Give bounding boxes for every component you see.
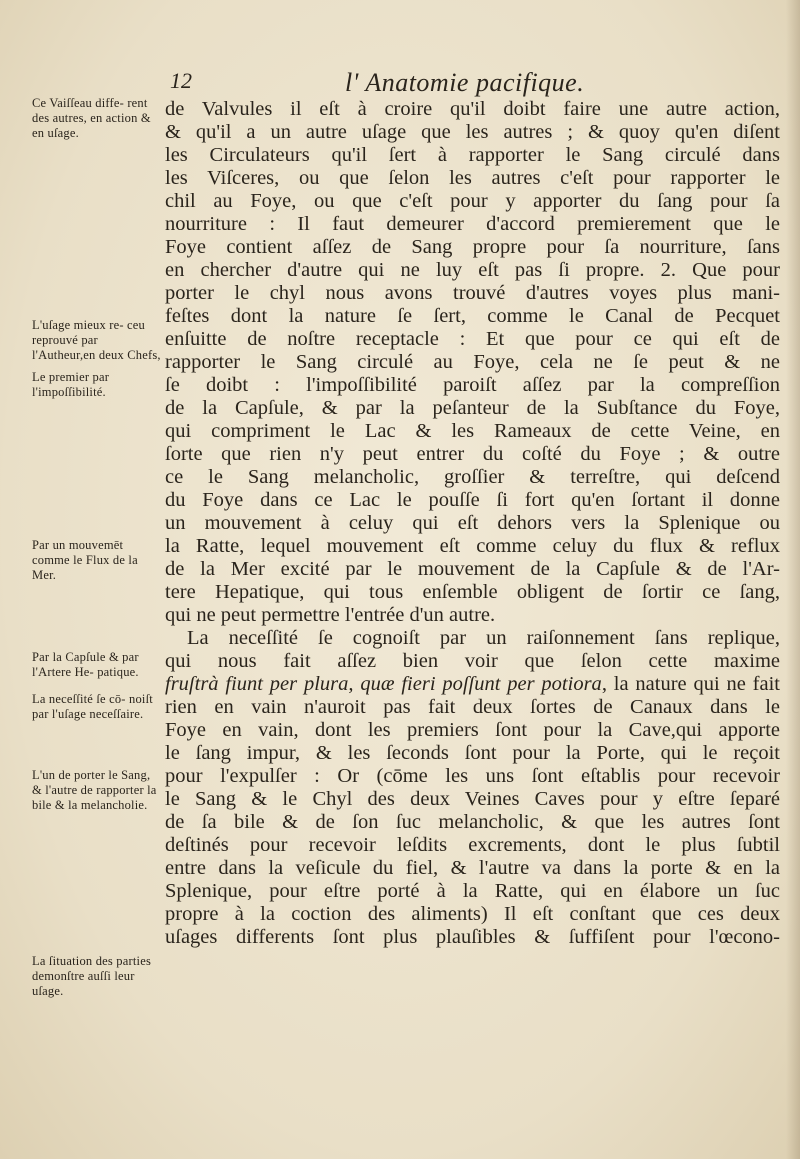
text-line: porter le chyl nous avons trouvé d'autres voyes plus mani- <box>165 282 780 304</box>
margin-note: La ſituation des parties demonſtre auſſi leur uſage. <box>32 954 152 998</box>
text-fragment: , la nature qui ne fait <box>601 673 780 695</box>
text-line: les Viſceres, ou que ſelon les autres c'eſt pour rapporter le <box>165 167 780 189</box>
text-line: de la Capſule, & par la peſanteur de la Subſtance du Foye, <box>165 397 780 419</box>
text-line: uſages differents ſont plus plauſibles & ſuffiſent pour l'œcono- <box>165 926 780 948</box>
text-line: propre à la coction des aliments) Il eſt conſtant que ces deux <box>165 903 780 925</box>
text-line: ſe doibt : l'impoſſibilité paroiſt aſſez par la compreſſion <box>165 374 780 396</box>
text-line: chil au Foye, ou que c'eſt pour y apporter du ſang pour ſa <box>165 190 780 212</box>
page-number: 12 <box>170 68 192 93</box>
text-line: & qu'il a un autre uſage que les autres ; & quoy qu'en diſent <box>165 121 780 143</box>
text-line: le Sang & le Chyl des deux Veines Caves pour y eſtre ſeparé <box>165 788 780 810</box>
text-line: entre dans la veſicule du fiel, & l'autre va dans la porte & en la <box>165 857 780 879</box>
text-line: qui ne peut permettre l'entrée d'un autre. <box>165 604 496 626</box>
text-line: Splenique, pour eſtre porté à la Ratte, qui en élabore un ſuc <box>165 880 780 902</box>
text-line: rapporter le Sang circulé au Foye, cela ne ſe peut & ne <box>165 351 780 373</box>
margin-notes <box>32 96 162 1096</box>
margin-note: Ce Vaiſſeau diffe- rent des autres, en action & en uſage. <box>32 96 151 140</box>
latin-maxim: fruſtrà fiunt per plura, quæ fieri poſſunt per potiora <box>165 673 602 695</box>
text-line: La neceſſité ſe cognoiſt par un raiſonnement ſans replique, <box>187 627 780 649</box>
text-line: un mouvement à celuy qui eſt dehors vers la Splenique ou <box>165 512 780 534</box>
text-line: de ſa bile & de ſon ſuc melancholic, & que les autres ſont <box>165 811 780 833</box>
text-line: tere Hepatique, qui tous enſemble obligent de ſortir ce ſang, <box>165 581 780 603</box>
text-line: du Foye dans ce Lac le pouſſe ſi fort qu'en ſortant il donne <box>165 489 780 511</box>
text-line: qui compriment le Lac & les Rameaux de cette Veine, en <box>165 420 780 442</box>
text-line: Foye en vain, dont les premiers ſont pour la Cave,qui apporte <box>165 719 780 741</box>
margin-note: Le premier par l'impoſſibilité. <box>32 370 110 399</box>
page-edge-shadow <box>786 0 800 1159</box>
margin-note: La neceſſité ſe cō- noiſt par l'uſage neceſſaire. <box>32 692 153 721</box>
text-line: deſtinés pour recevoir leſdits excrements, dont le plus ſubtil <box>165 834 780 856</box>
text-line: nourriture : Il faut demeurer d'accord premierement que le <box>165 213 780 235</box>
text-line: qui nous fait aſſez bien voir que ſelon cette maxime <box>165 650 780 672</box>
running-head <box>150 68 780 98</box>
text-line: en chercher d'autre qui ne luy eſt pas ſi propre. 2. Que pour <box>165 259 780 281</box>
text-line: les Circulateurs qu'il ſert à rapporter le Sang circulé dans <box>165 144 780 166</box>
margin-note: Par la Capſule & par l'Artere He- patique. <box>32 650 139 679</box>
text-line: de Valvules il eſt à croire qu'il doibt faire une autre action, <box>165 98 780 120</box>
text-line: Foye contient aſſez de Sang propre pour ſa nourriture, ſans <box>165 236 780 258</box>
text-line: de la Mer excité par le mouvement de la Capſule & de l'Ar- <box>165 558 780 580</box>
text-line: enſuitte de noſtre receptacle : Et que pour ce qui eſt de <box>165 328 780 350</box>
text-line <box>165 673 780 696</box>
margin-note: L'uſage mieux re- ceu reprouvé par l'Autheur,en deux Chefs, <box>32 318 161 362</box>
text-line: rien en vain n'auroit pas fait deux ſortes de Canaux dans le <box>165 696 780 718</box>
text-line: le ſang impur, & les ſeconds ſont pour la Porte, qui le reçoit <box>165 742 780 764</box>
running-title: l' Anatomie pacifique. <box>345 68 585 97</box>
text-line: pour l'expulſer : Or (cōme les uns ſont eſtablis pour recevoir <box>165 765 780 787</box>
text-line: ſorte que rien n'y peut entrer du coſté du Foye ; & outre <box>165 443 780 465</box>
text-line: feſtes dont la nature ſe ſert, comme le Canal de Pecquet <box>165 305 780 327</box>
margin-note: L'un de porter le Sang, & l'autre de rapporter la bile & la melancholie. <box>32 768 157 812</box>
body-text <box>165 98 780 949</box>
text-line: la Ratte, lequel mouvement eſt comme celuy du flux & reflux <box>165 535 780 557</box>
text-line: ce le Sang melancholic, groſſier & terreſtre, qui deſcend <box>165 466 780 488</box>
margin-note: Par un mouvemēt comme le Flux de la Mer. <box>32 538 138 582</box>
